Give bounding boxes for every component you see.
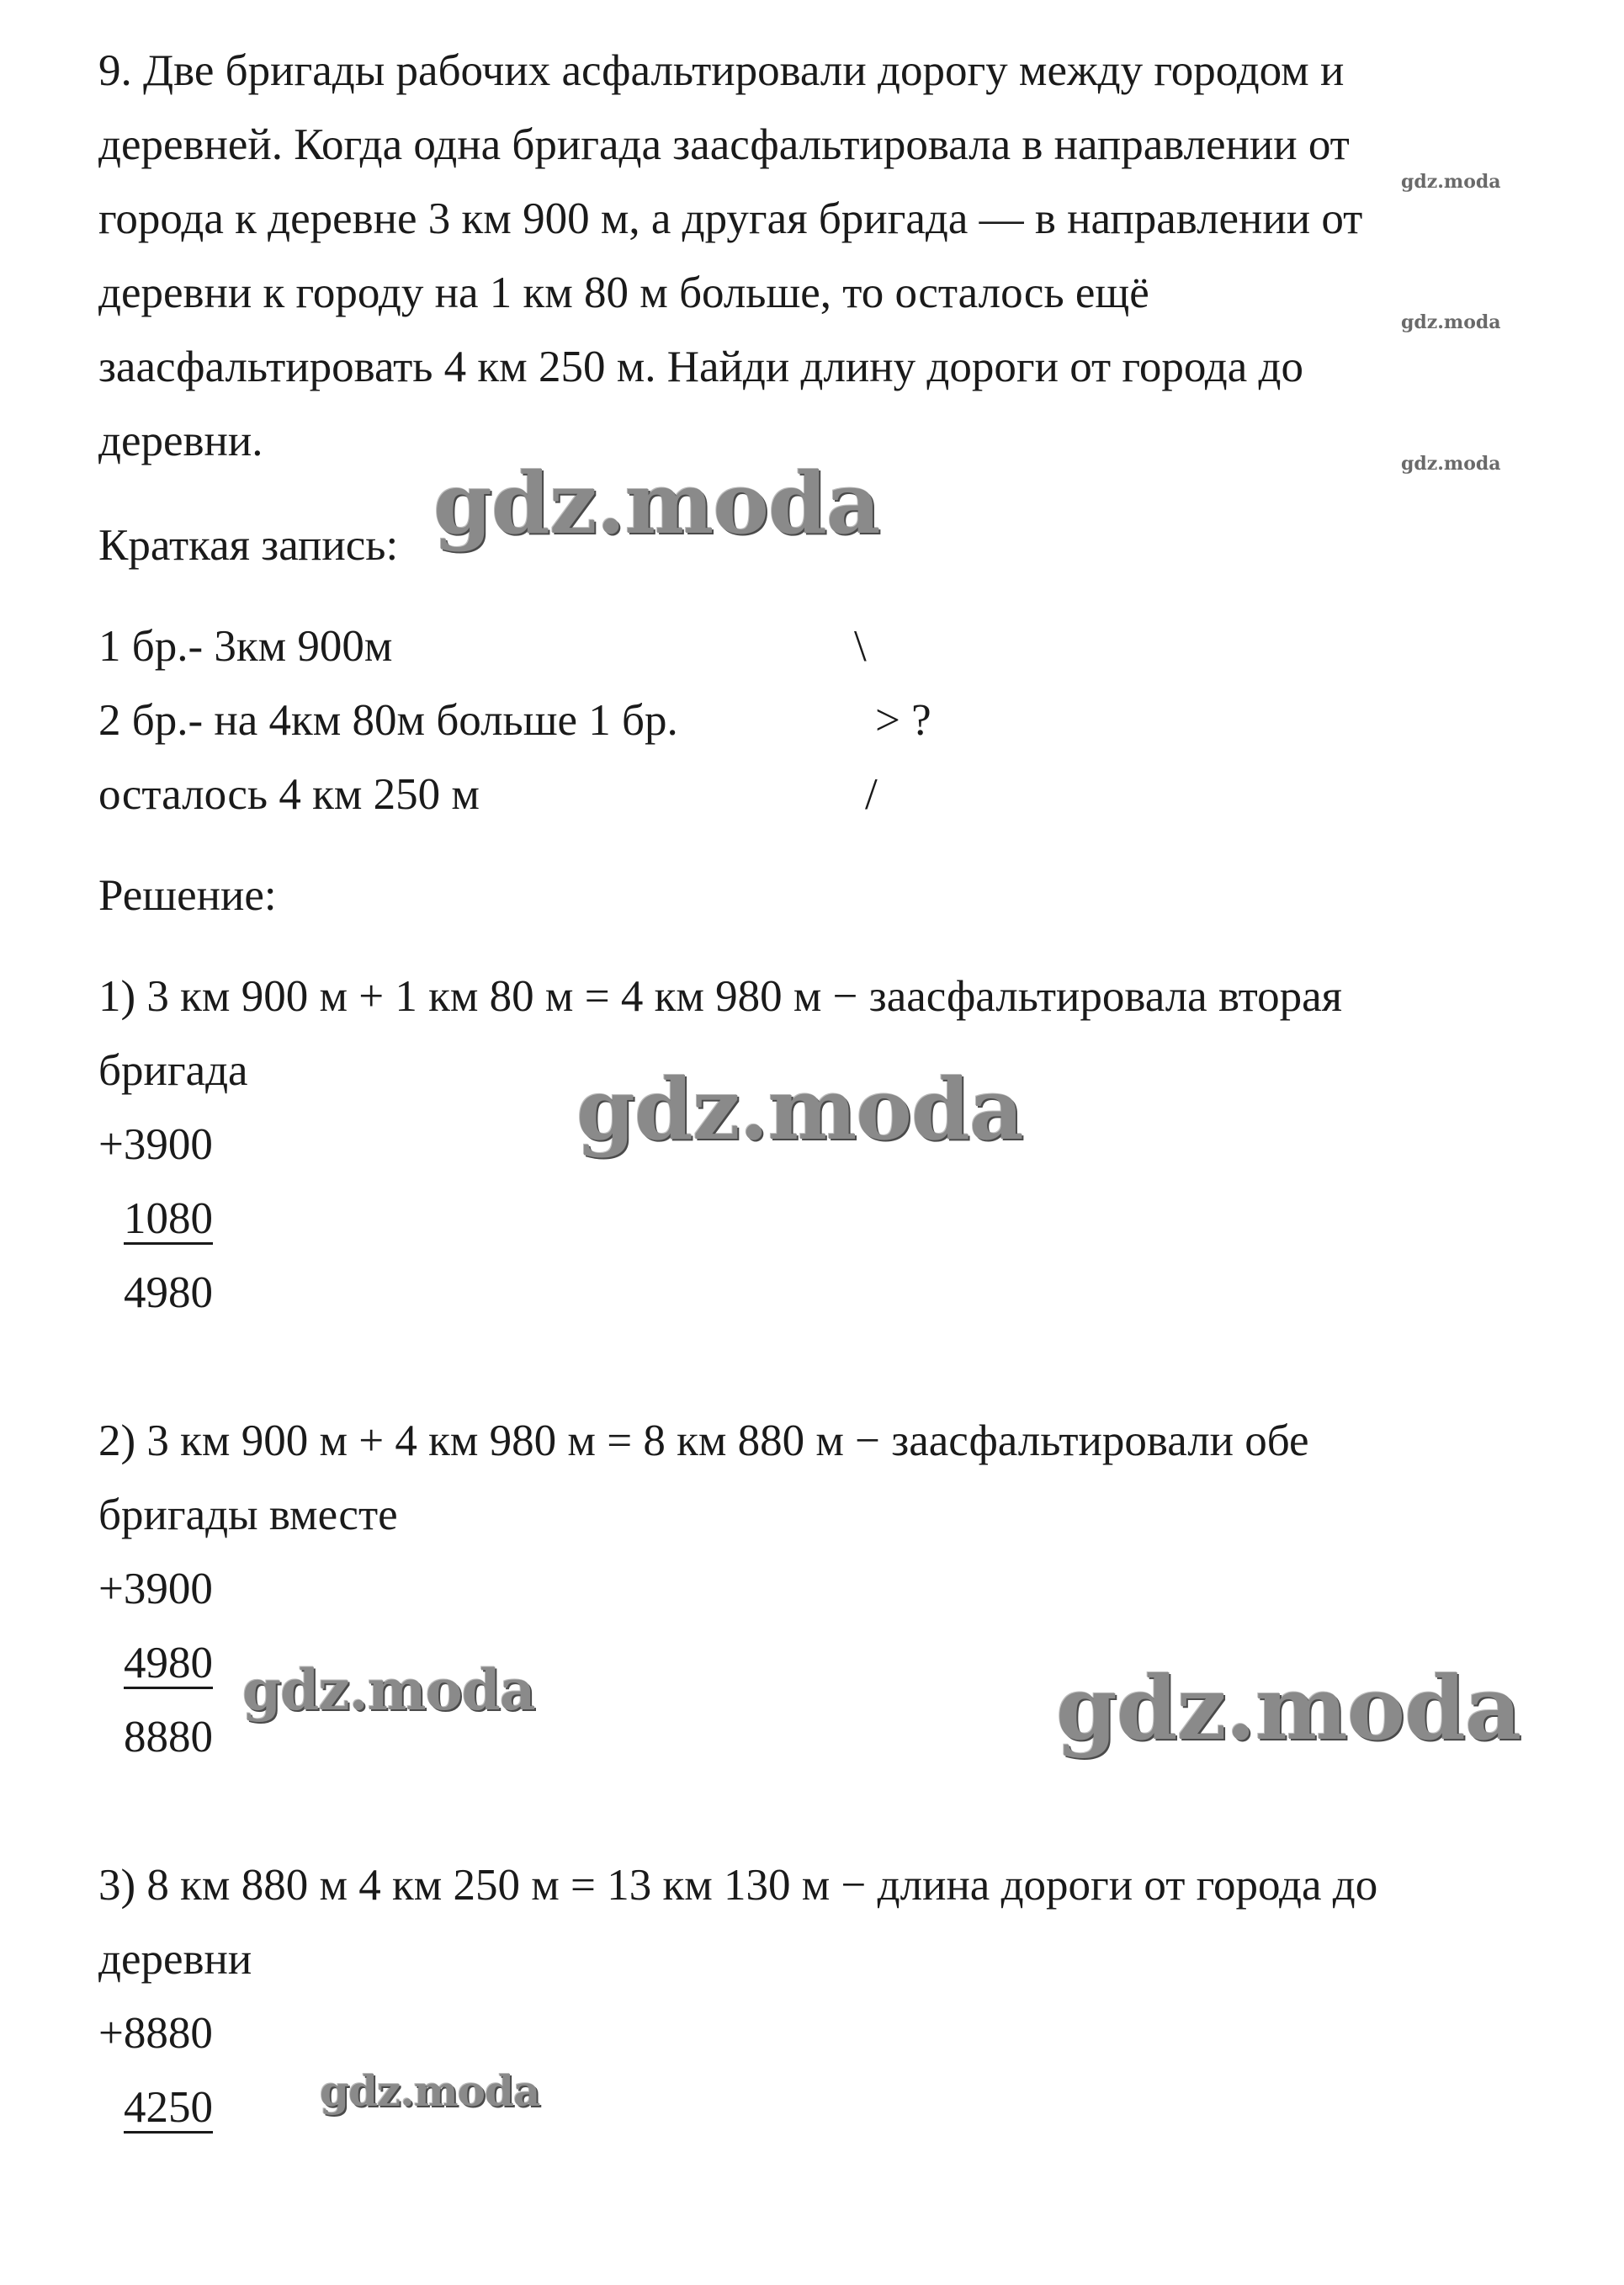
step-1-line-2: бригада (98, 1046, 248, 1095)
watermark-small-1: gdz.moda (1401, 171, 1501, 193)
problem-line-3: города к деревне 3 км 900 м, а другая бригада — в направлении от (98, 194, 1363, 243)
watermark-large-3: gdz.moda (1056, 1656, 1521, 1760)
short-record-heading: Краткая запись: (98, 521, 399, 570)
short-record-brace-bottom: / (865, 770, 878, 819)
step-1-line-1: 1) 3 км 900 м + 1 км 80 м = 4 км 980 м − заасфальтировала вторая (98, 972, 1343, 1021)
watermark-medium-1: gdz.moda (242, 1657, 535, 1723)
problem-line-4: деревни к городу на 1 км 80 м больше, то осталось ещё (98, 268, 1149, 317)
problem-line-1: 9. Две бригады рабочих асфальтировали дорогу между городом и (98, 46, 1345, 95)
problem-line-2: деревней. Когда одна бригада заасфальтировала в направлении от (98, 120, 1350, 169)
watermark-small-2: gdz.moda (1401, 311, 1501, 333)
step-1-calc-addend-b: 1080 (124, 1194, 213, 1243)
problem-line-5: заасфальтировать 4 км 250 м. Найди длину дороги от города до (98, 343, 1304, 391)
short-record-brace-middle: > ? (875, 696, 931, 745)
watermark-medium-2: gdz.moda (320, 2066, 540, 2116)
short-record-brace-top: \ (854, 622, 867, 671)
step-3-line-2: деревни (98, 1935, 252, 1984)
watermark-large-2: gdz.moda (576, 1060, 1023, 1159)
step-2-calc-result: 8880 (124, 1713, 213, 1762)
step-3-calc-addend-b: 4250 (124, 2083, 213, 2132)
step-1-calc-result: 4980 (124, 1268, 213, 1317)
step-3-calc-addend-a: +8880 (98, 2009, 213, 2058)
short-record-row-1: 1 бр.- 3км 900м (98, 622, 393, 671)
watermark-large-1: gdz.moda (433, 454, 880, 553)
watermark-small-3: gdz.moda (1401, 453, 1501, 475)
step-2-calc-addend-b: 4980 (124, 1639, 213, 1687)
step-2-line-2: бригады вместе (98, 1491, 398, 1539)
step-3-line-1: 3) 8 км 880 м 4 км 250 м = 13 км 130 м − длина дороги от города до (98, 1861, 1378, 1910)
step-2-calc-addend-a: +3900 (98, 1565, 213, 1613)
problem-line-6: деревни. (98, 417, 263, 465)
step-1-calc-addend-a: +3900 (98, 1120, 213, 1169)
short-record-row-3: осталось 4 км 250 м (98, 770, 480, 819)
short-record-row-2: 2 бр.- на 4км 80м больше 1 бр. (98, 696, 678, 745)
solution-heading: Решение: (98, 871, 277, 920)
step-2-line-1: 2) 3 км 900 м + 4 км 980 м = 8 км 880 м − заасфальтировали обе (98, 1416, 1309, 1465)
